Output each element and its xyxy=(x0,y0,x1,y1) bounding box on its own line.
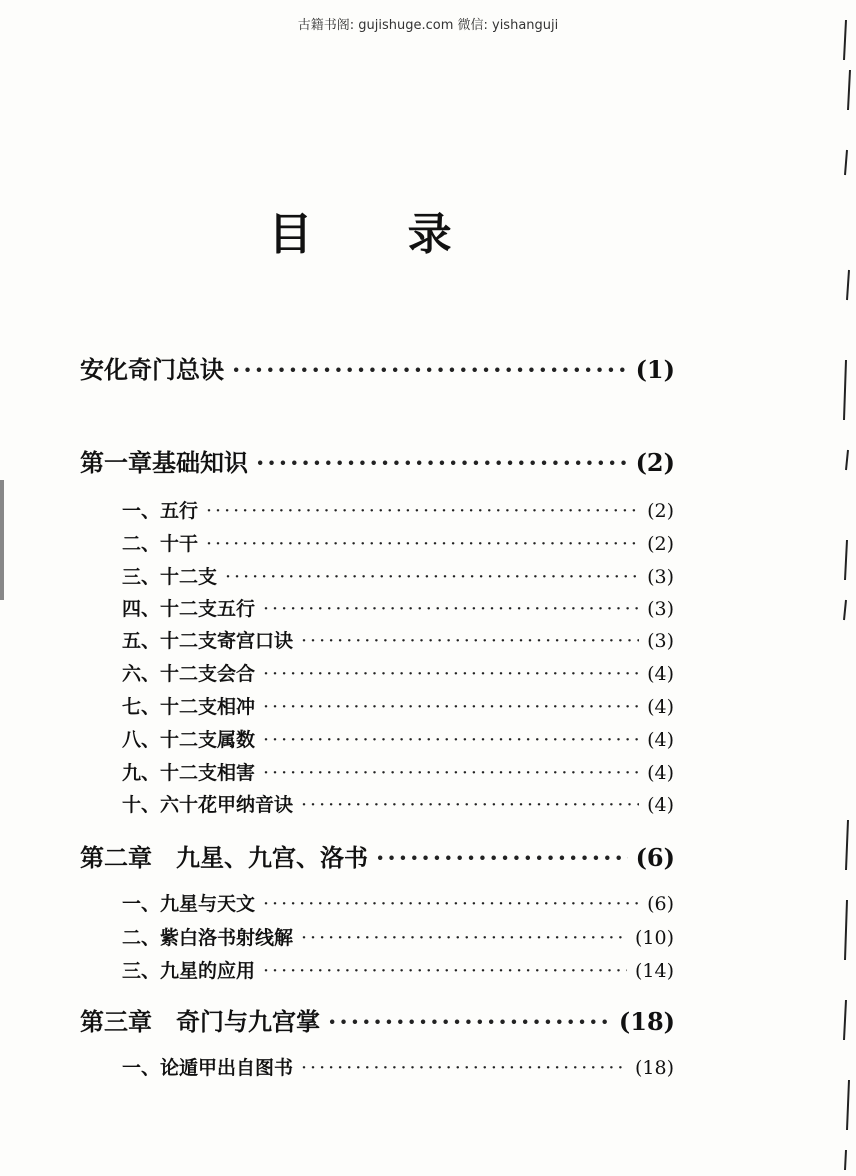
toc-entry-1-7 xyxy=(122,692,674,719)
toc-leader-dots xyxy=(301,794,639,816)
toc-entry-1-8 xyxy=(122,725,674,752)
scan-edge-left xyxy=(0,480,4,600)
toc-page-number: (4) xyxy=(647,696,674,718)
toc-page-number: (3) xyxy=(647,598,674,620)
toc-entry-1-1 xyxy=(122,496,674,523)
toc-leader-dots xyxy=(301,1057,627,1079)
toc-page-number: (2) xyxy=(647,500,674,522)
toc-label: 一、论遁甲出自图书 xyxy=(122,1057,294,1079)
toc-page-number: (18) xyxy=(618,1007,675,1036)
page-title: 目 录 xyxy=(268,209,492,260)
toc-label: 三、十二支 xyxy=(122,566,218,588)
toc-page-number: (6) xyxy=(647,893,674,915)
toc-page-number: (10) xyxy=(634,927,674,949)
toc-leader-dots xyxy=(263,729,639,751)
toc-page-number: (3) xyxy=(647,566,674,588)
toc-page-number: (14) xyxy=(634,960,674,982)
toc-leader-dots xyxy=(263,893,639,915)
toc-page-number: (3) xyxy=(647,630,674,652)
toc-entry-chapter-2 xyxy=(80,838,675,873)
watermark-text: 古籍书阁: gujishuge.com 微信: yishanguji xyxy=(297,18,559,33)
toc-entry-2-1 xyxy=(122,889,674,916)
toc-entry-1-9 xyxy=(122,758,674,785)
toc-entry-1-4 xyxy=(122,594,674,621)
toc-label: 六、十二支会合 xyxy=(122,663,256,685)
toc-label: 五、十二支寄宫口诀 xyxy=(122,630,294,652)
toc-leader-dots xyxy=(263,960,627,982)
toc-entry-chapter-1 xyxy=(80,443,675,478)
toc-entry-2-2 xyxy=(122,923,674,950)
toc-label: 三、九星的应用 xyxy=(122,960,256,982)
toc-label: 七、十二支相冲 xyxy=(122,696,256,718)
toc-page-number: (6) xyxy=(635,843,675,872)
toc-page-number: (4) xyxy=(647,762,674,784)
toc-label: 十、六十花甲纳音诀 xyxy=(122,794,294,816)
toc-entry-1-2 xyxy=(122,529,674,556)
toc-label: 第二章 九星、九宫、洛书 xyxy=(80,844,368,872)
toc-leader-dots xyxy=(232,355,628,384)
toc-page-number: (2) xyxy=(647,533,674,555)
toc-page-number: (4) xyxy=(647,729,674,751)
toc-page-number: (4) xyxy=(647,663,674,685)
toc-label: 九、十二支相害 xyxy=(122,762,256,784)
toc-leader-dots xyxy=(376,843,628,872)
scan-edge-right xyxy=(816,0,856,1176)
toc-leader-dots xyxy=(263,598,639,620)
toc-page-number: (18) xyxy=(634,1057,674,1079)
toc-leader-dots xyxy=(206,533,639,555)
toc-entry-1-3 xyxy=(122,562,674,589)
toc-page-number: (2) xyxy=(635,448,675,477)
toc-page-number: (1) xyxy=(635,355,675,384)
toc-leader-dots xyxy=(263,696,639,718)
toc-label: 八、十二支属数 xyxy=(122,729,256,751)
toc-entry-2-3 xyxy=(122,956,674,983)
toc-leader-dots xyxy=(206,500,639,522)
toc-leader-dots xyxy=(263,663,639,685)
toc-leader-dots xyxy=(256,448,628,477)
toc-leader-dots xyxy=(301,630,639,652)
toc-label: 四、十二支五行 xyxy=(122,598,256,620)
toc-entry-1-6 xyxy=(122,659,674,686)
toc-label: 第三章 奇门与九宫掌 xyxy=(80,1008,320,1036)
toc-page-number: (4) xyxy=(647,794,674,816)
toc-label: 一、九星与天文 xyxy=(122,893,256,915)
toc-leader-dots xyxy=(225,566,639,588)
toc-label: 二、紫白洛书射线解 xyxy=(122,927,294,949)
toc-leader-dots xyxy=(263,762,639,784)
toc-label: 一、五行 xyxy=(122,500,199,522)
toc-entry-1-5 xyxy=(122,626,674,653)
toc-leader-dots xyxy=(301,927,627,949)
toc-leader-dots xyxy=(328,1007,611,1036)
toc-label: 第一章基础知识 xyxy=(80,449,248,477)
toc-entry-chapter-3 xyxy=(80,1002,675,1037)
toc-label: 安化奇门总诀 xyxy=(80,356,224,384)
toc-label: 二、十干 xyxy=(122,533,199,555)
toc-entry-general xyxy=(80,350,675,385)
toc-entry-1-10 xyxy=(122,790,674,817)
toc-entry-3-1 xyxy=(122,1053,674,1080)
